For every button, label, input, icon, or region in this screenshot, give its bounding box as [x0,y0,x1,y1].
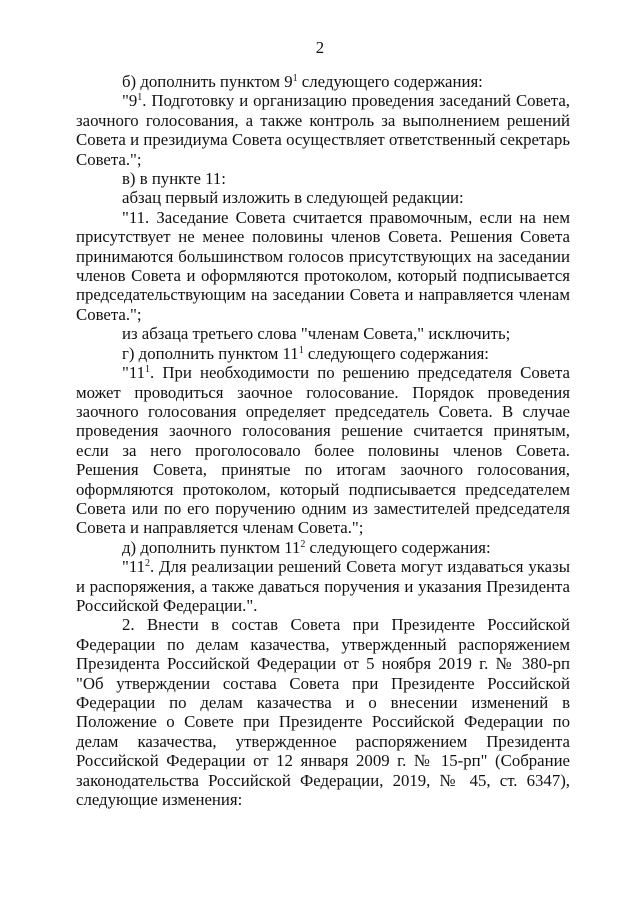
paragraph-text: следующего содержания: [305,537,491,557]
paragraph-text: . При необходимости по решению председателя Совета может проводиться заочное голосование. Порядок проведения заочного голосования определяет председатель Совета. В случае проведения заочного голосования решение считается принятым, если за него проголосовало более половины членов Совета. Решения Совета, принятые по итогам заочного голосования, оформляются протоколом, который подписывается председателем Совета или по его поручению одним из заместителей председателя Совета и направляется членам Совета."; [76,363,570,538]
paragraph [76,557,570,615]
paragraph-text: д) дополнить пунктом 11 [122,537,301,557]
paragraph-text: "11 [122,557,146,577]
superscript-index: 1 [145,364,151,376]
paragraph [76,188,570,207]
superscript-index: 1 [298,344,304,356]
superscript-index: 2 [145,558,151,570]
paragraph-text: г) дополнить пунктом 11 [122,343,299,363]
paragraph-text: следующего содержания: [303,343,489,363]
paragraph-text: . Для реализации решений Совета могут издаваться указы и распоряжения, а также даваться поручения и указания Президента Российской Федерации.". [76,557,570,615]
superscript-index: 1 [137,92,143,104]
superscript-index: 2 [300,538,306,550]
paragraph [76,208,570,324]
paragraph [76,169,570,188]
paragraph-text: . Подготовку и организацию проведения заседаний Совета, заочного голосования, а также контроль за выполнением решений Совета и президиума Совета осуществляет ответственный секретарь Совета."; [76,91,570,169]
paragraph-text: из абзаца третьего слова "членам Совета," исключить; [122,324,511,344]
page-number: 2 [315,38,325,57]
paragraph [76,615,570,809]
paragraph [76,344,570,363]
paragraph-text: 2. Внести в состав Совета при Президенте Российской Федерации по делам казачества, утвержденный распоряжением Президента Российской Федерации от 5 ноября 2019 г. № 380-рп "Об утверждении состава Совета при Президенте Российской Федерации по делам казачества и о внесении изменений в Положение о Совете при Президенте Российской Федерации по делам казачества, утвержденное распоряжением Президента Российской Федерации от 12 января 2009 г. № 15-рп" (Собрание законодательства Российской Федерации, 2019, № 45, ст. 6347), следующие изменения: [76,615,570,810]
paragraph [76,324,570,343]
superscript-index: 1 [292,73,298,84]
paragraph-text: в) в пункте 11: [122,169,226,189]
paragraph-text: следующего содержания: [297,72,483,91]
paragraph-text: б) дополнить пунктом 9 [122,72,293,91]
paragraph-text: "11 [122,363,146,383]
document-body [76,72,570,809]
paragraph-text: "11. Заседание Совета считается правомочным, если на нем присутствует не менее половины членов Совета. Решения Совета принимаются большинством голосов присутствующих на заседании членов Совета и оформляются протоколом, который подписывается председательствующим на заседании Совета и направляется членам Совета."; [76,207,570,324]
paragraph-text: "9 [122,91,138,111]
paragraph [76,538,570,557]
paragraph [76,72,570,91]
paragraph [76,363,570,538]
paragraph [76,91,570,169]
paragraph-text: абзац первый изложить в следующей редакции: [122,188,464,208]
